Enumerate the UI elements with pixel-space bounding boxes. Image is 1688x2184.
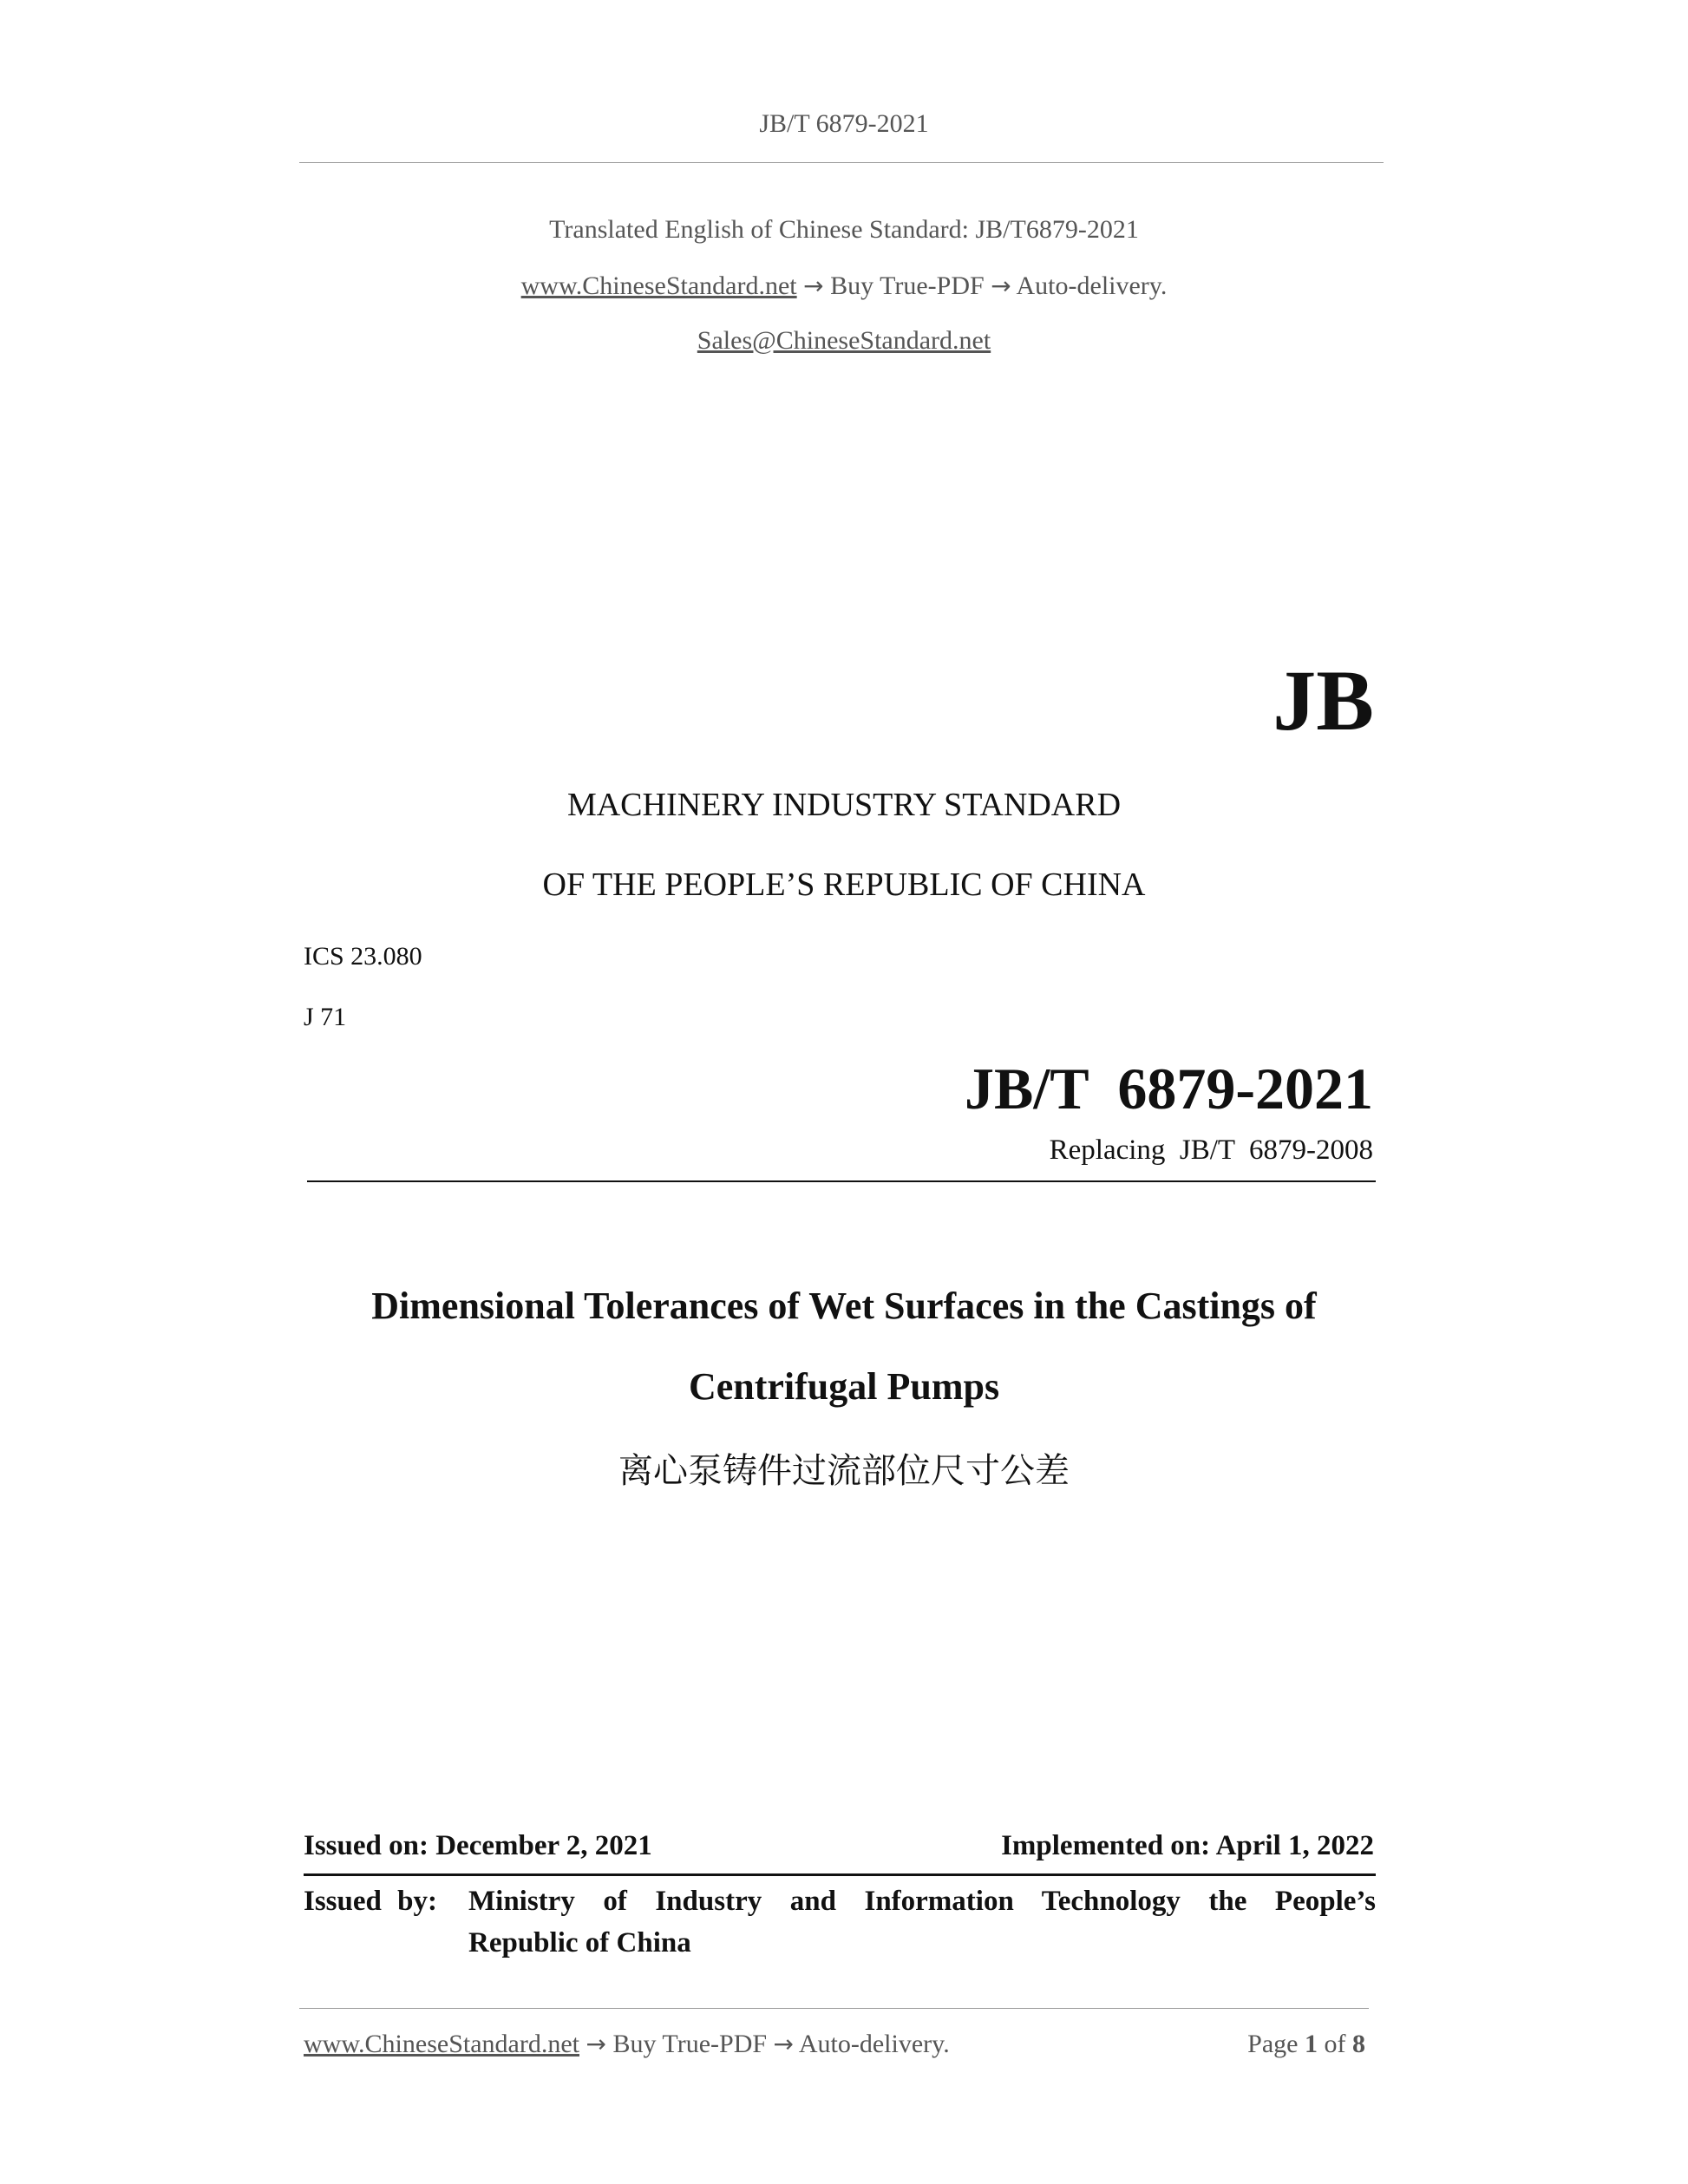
auto-delivery-text: Auto-delivery. xyxy=(1016,271,1168,300)
issued-by-line-2: Republic of China xyxy=(468,1927,691,1958)
promo-line xyxy=(0,271,1688,301)
title-en-line-1: Dimensional Tolerances of Wet Surfaces in the Castings of xyxy=(371,1285,1317,1327)
title-zh: 离心泵铸件过流部位尺寸公差 xyxy=(618,1451,1070,1491)
translated-notice: Translated English of Chinese Standard: JB/T6879-2021 xyxy=(549,215,1139,244)
site-link[interactable]: www.ChineseStandard.net xyxy=(520,271,797,300)
jb-logo: JB xyxy=(1273,652,1374,749)
running-header-title: JB/T 6879-2021 xyxy=(759,109,929,138)
issue-divider xyxy=(304,1873,1376,1876)
org-name-line-2: OF THE PEOPLE’S REPUBLIC OF CHINA xyxy=(542,866,1146,903)
footer-buy-text: Buy True-PDF xyxy=(612,2030,768,2058)
header-divider xyxy=(299,162,1384,163)
footer-delivery-text: Auto-delivery. xyxy=(798,2030,950,2058)
ccs-code: J 71 xyxy=(304,1003,347,1031)
issued-by-label: Issued by: xyxy=(304,1886,437,1917)
footer-divider xyxy=(299,2008,1369,2009)
page-total: 8 xyxy=(1352,2030,1365,2058)
title-en-line-2: Centrifugal Pumps xyxy=(688,1365,1000,1408)
standard-number: JB/T 6879-2021 xyxy=(964,1056,1373,1121)
sales-email-link[interactable]: Sales@ChineseStandard.net xyxy=(697,326,991,355)
page-indicator xyxy=(1247,2030,1365,2059)
page-label: Page xyxy=(1247,2030,1299,2058)
sales-email-line xyxy=(0,326,1688,356)
page-current: 1 xyxy=(1305,2030,1318,2058)
issued-by-line-1: Ministry of Industry and Information Technology the People’s xyxy=(468,1886,1376,1917)
right-arrow-icon: → xyxy=(773,2030,795,2058)
right-arrow-icon: → xyxy=(586,2030,606,2058)
right-arrow-icon: → xyxy=(803,271,824,300)
page-of: of xyxy=(1324,2030,1346,2058)
footer-site-link[interactable]: www.ChineseStandard.net xyxy=(304,2030,579,2058)
org-name-line-1: MACHINERY INDUSTRY STANDARD xyxy=(566,787,1122,823)
buy-true-pdf-text: Buy True-PDF xyxy=(830,271,985,300)
ics-code: ICS 23.080 xyxy=(304,942,422,971)
issued-on: Issued on: December 2, 2021 xyxy=(304,1830,652,1861)
implemented-on: Implemented on: April 1, 2022 xyxy=(1001,1830,1374,1861)
replacing-standard: Replacing JB/T 6879-2008 xyxy=(1049,1135,1373,1166)
footer-promo xyxy=(304,2030,950,2059)
right-arrow-icon: → xyxy=(991,271,1011,300)
standard-divider xyxy=(307,1180,1376,1182)
